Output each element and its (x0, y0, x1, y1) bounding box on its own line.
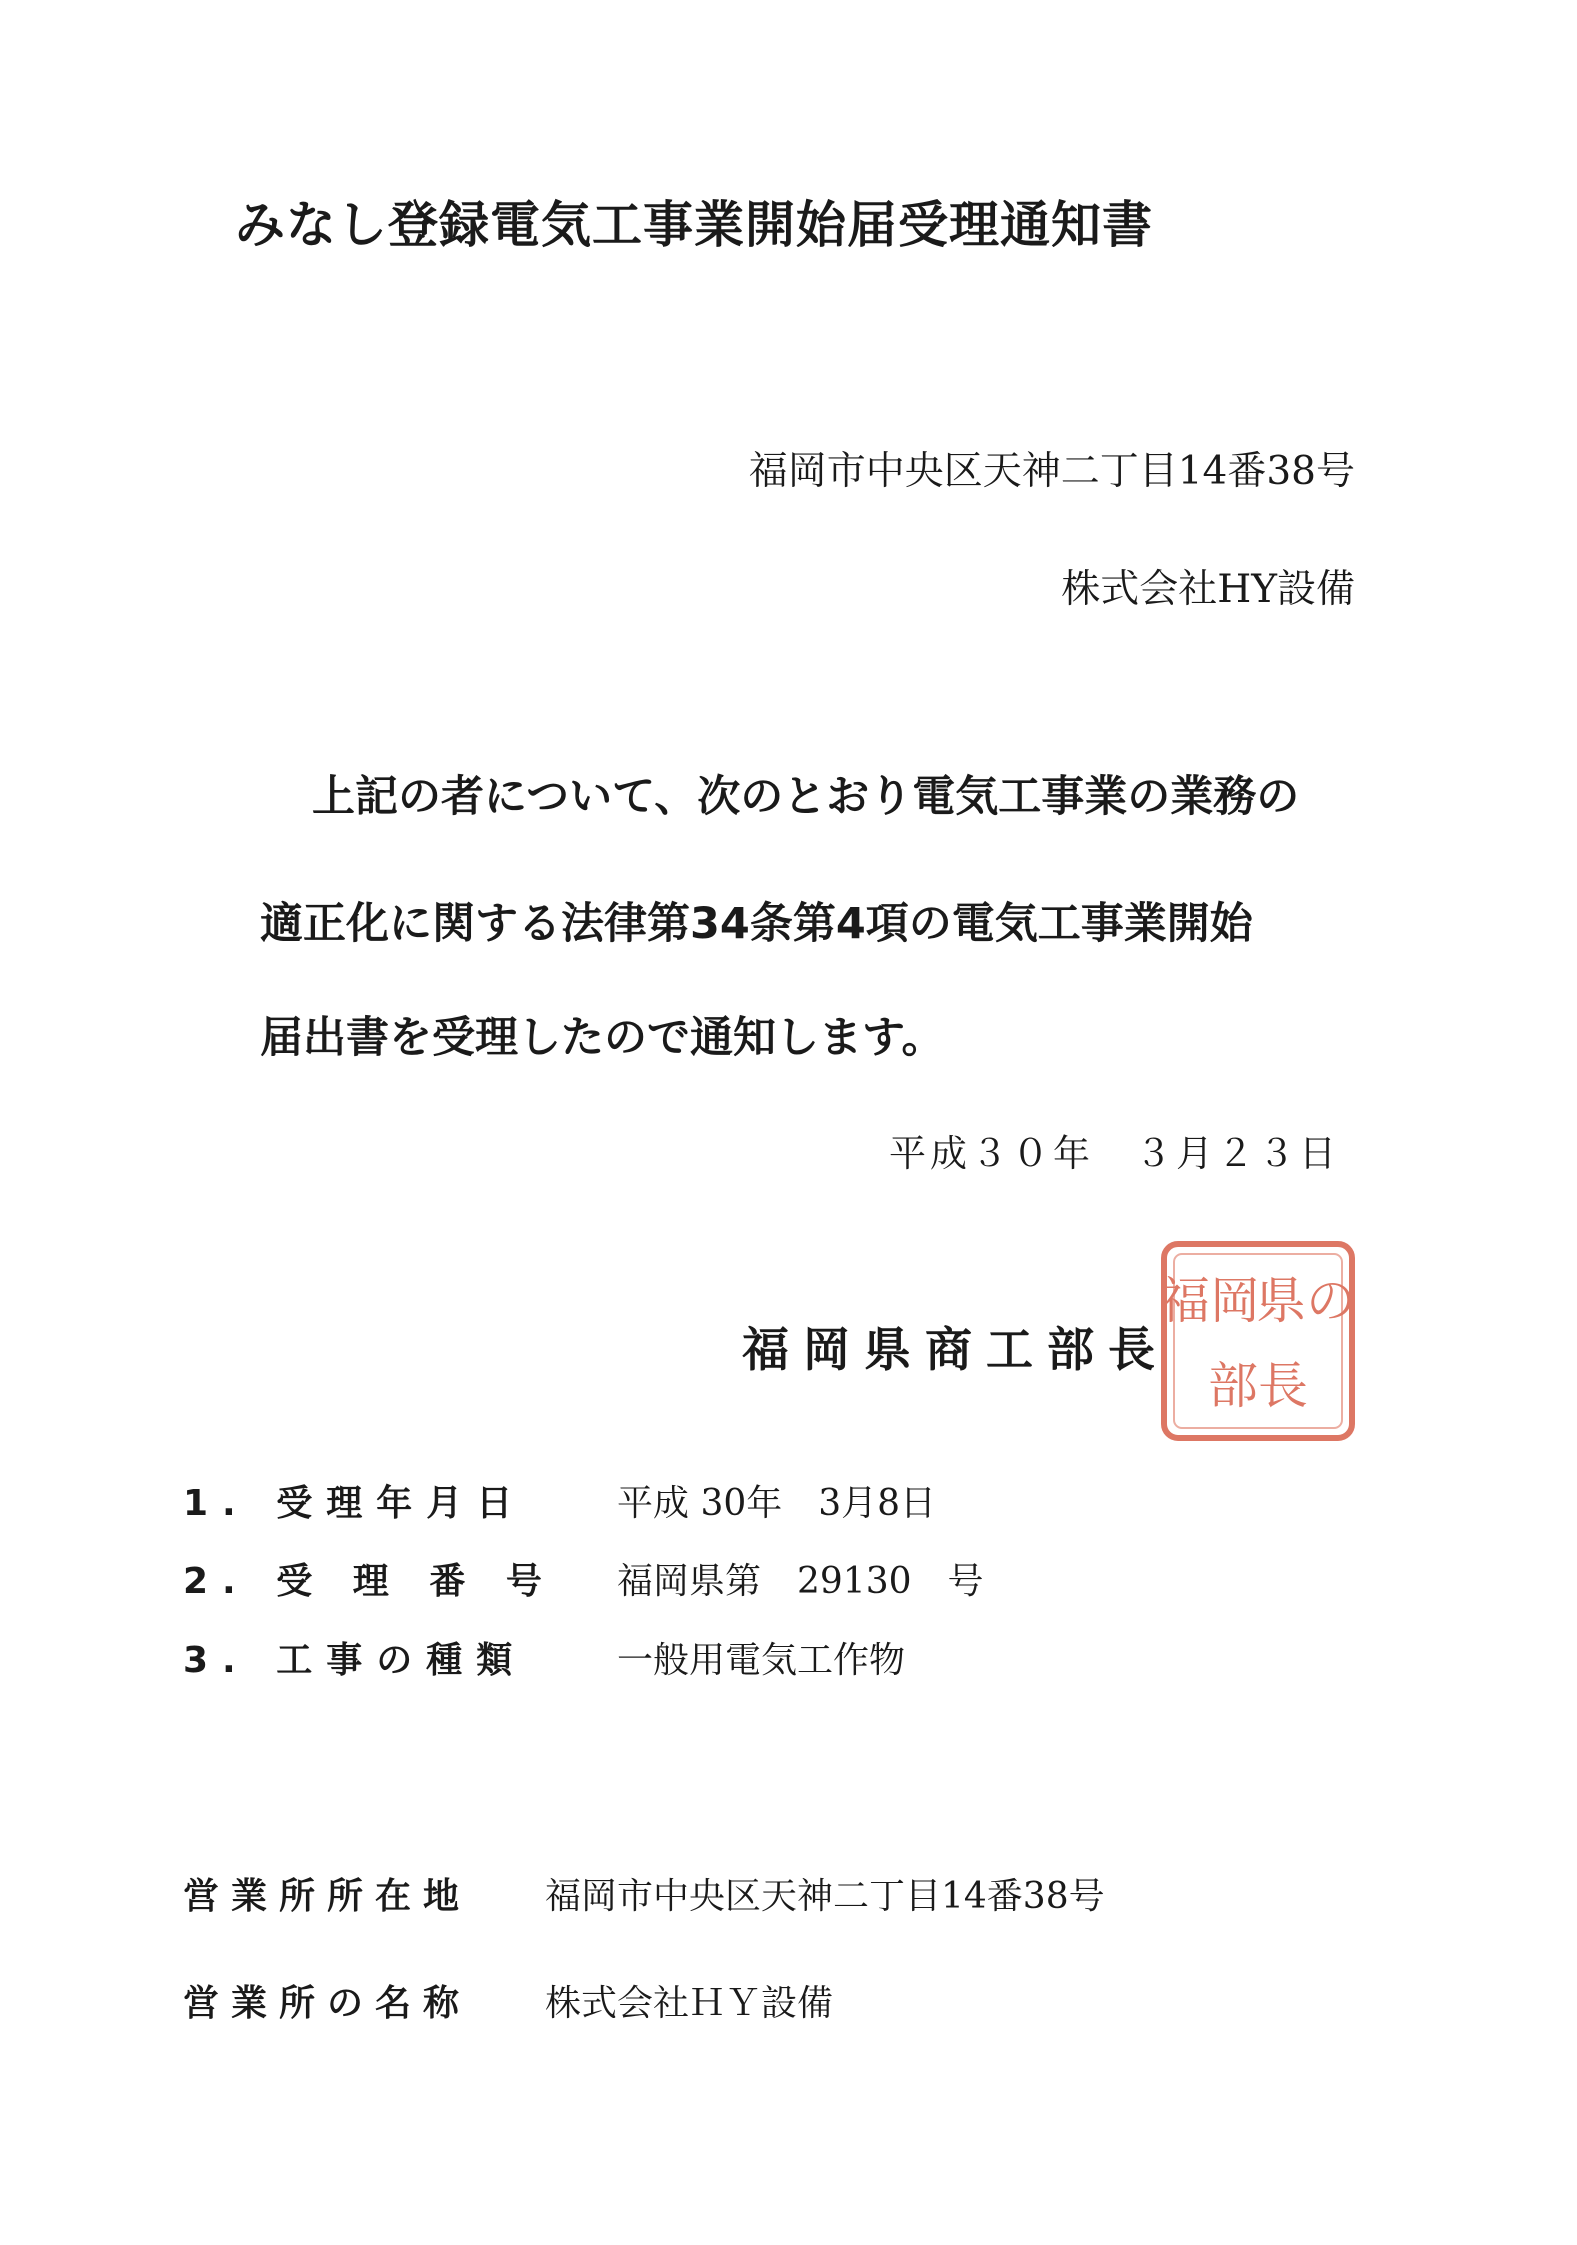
body-text-line-1: 上記の者について、次のとおり電気工事業の業務の (312, 772, 1300, 822)
item-value-work-type: 一般用電気工作物 (617, 1640, 906, 1681)
office-address-value: 福岡市中央区天神二丁目14番38号 (545, 1876, 1105, 1917)
item-value-receipt-date: 平成 30年 3月8日 (617, 1483, 937, 1524)
item-label-receipt-number: 2. 受 理 番 号 (183, 1561, 556, 1602)
item-label-work-type: 3. 工事の種類 (183, 1640, 527, 1681)
body-text-line-2: 適正化に関する法律第34条第4項の電気工事業開始 (260, 899, 1253, 949)
office-name-label: 営業所の名称 (183, 1983, 472, 2024)
office-address-label: 営業所所在地 (183, 1876, 472, 1917)
document-title: みなし登録電気工事業開始届受理通知書 (235, 196, 1153, 254)
body-text-line-3: 届出書を受理したので通知します。 (260, 1013, 945, 1063)
seal-text-3: 部長 (1208, 1357, 1308, 1415)
office-name-value: 株式会社ＨＹ設備 (545, 1983, 834, 2024)
issuer-name: 福岡県商工部長 (742, 1323, 1169, 1378)
official-seal-icon (1158, 1238, 1358, 1444)
recipient-name: 株式会社HY設備 (1061, 567, 1355, 612)
recipient-address: 福岡市中央区天神二丁目14番38号 (748, 449, 1355, 494)
seal-text-2: 県の (1256, 1272, 1356, 1330)
seal-text-1: 福岡 (1160, 1272, 1260, 1330)
notice-date: 平成３０年 ３月２３日 (889, 1132, 1340, 1175)
item-value-receipt-number: 福岡県第 29130 号 (617, 1561, 984, 1602)
item-label-receipt-date: 1. 受理年月日 (183, 1483, 527, 1524)
